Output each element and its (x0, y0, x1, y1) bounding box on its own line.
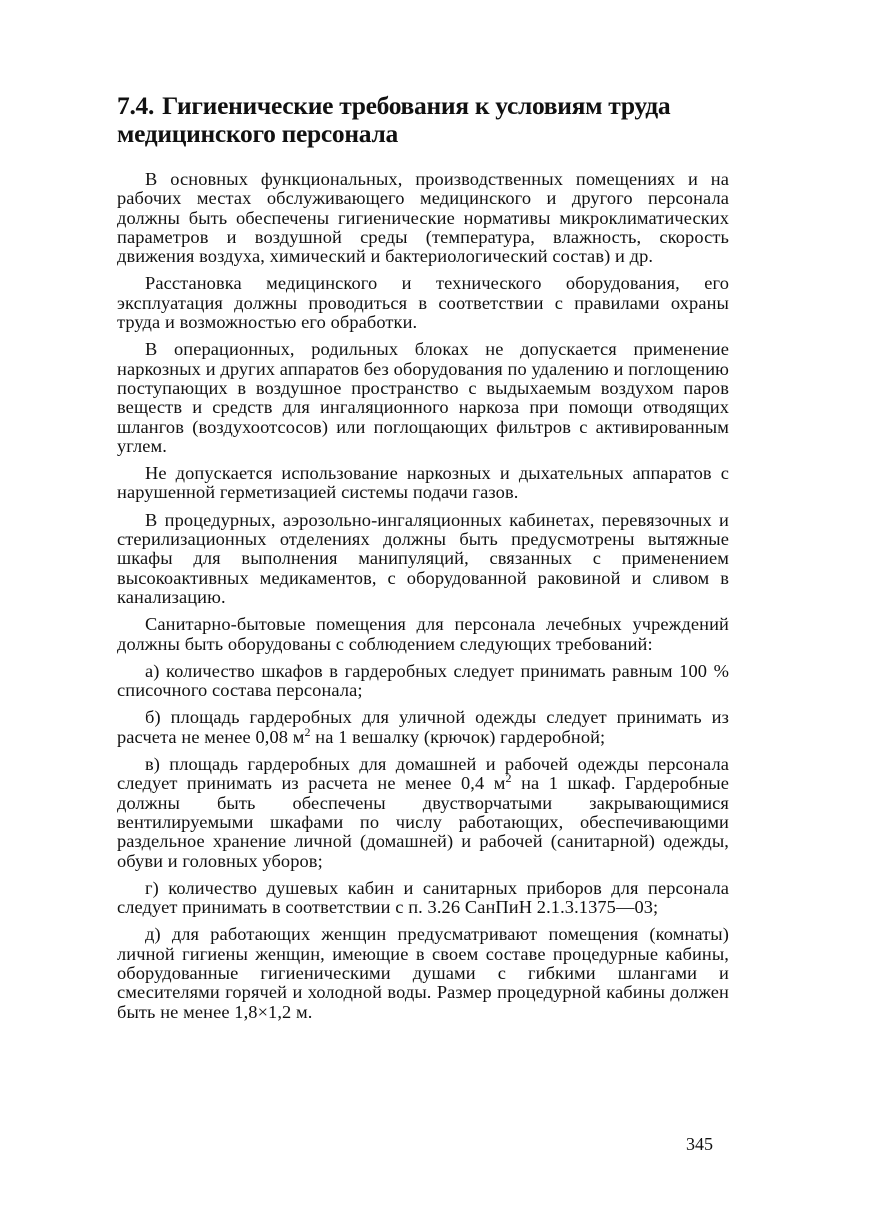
paragraph-equipment: Расстановка медицинского и технического оборудования, его эксплуатация должны проводиться в соответствии с правилами охраны труда и возможностью его обработки. (117, 273, 729, 333)
paragraph-procedure-rooms: В процедурных, аэрозольно-ингаляционных кабинетах, перевязочных и стерилизационных отделениях должны быть предусмотрены вытяжные шкафы для выполнения манипуляций, связанных с применением высокоактивных медикаментов, с оборудованной раковиной и сливом в канализацию. (117, 509, 729, 607)
paragraph-operating-rooms: В операционных, родильных блоках не допускается применение наркозных и других аппаратов без оборудования по удалению и поглощению поступающих в воздушное пространство с выдыхаемым воздухом паров веществ и средств для ингаляционного наркоза при помощи отводящих шлангов (воздухоотсосов) или поглощающих фильтров с активированным углем. (117, 339, 729, 456)
list-item-d: д) для работающих женщин предусматривают помещения (комнаты) личной гигиены женщин, имеющие в своем составе процедурные кабины, оборудованные гигиеническими душами с гибкими шлангами и смесителями горячей и холодной воды. Размер процедурной кабины должен быть не менее 1,8×1,2 м. (117, 924, 729, 1022)
section-number: 7.4. (117, 91, 155, 120)
page-content (117, 92, 729, 1030)
paragraph-sanitary-rooms: Санитарно-бытовые помещения для персонала лечебных учреждений должны быть оборудованы с соблюдением следующих требований: (117, 614, 729, 654)
section-title: Гигиенические требования к условиям труда медицинского персонала (117, 91, 671, 148)
list-item-g: г) количество душевых кабин и санитарных приборов для персонала следует принимать в соответствии с п. 3.26 СанПиН 2.1.3.1375—03; (117, 877, 729, 918)
paragraph-microclimate: В основных функциональных, производственных помещениях и на рабочих местах обслуживающего медицинского и другого персонала должны быть обеспечены гигиенические нормативы микроклиматических параметров и воздушной среды (температура, влажность, скорость движения воздуха, химический и бактериологический состав) и др. (117, 169, 729, 267)
page-number: 345 (686, 1134, 713, 1154)
list-item-v: в) площадь гардеробных для домашней и рабочей одежды персонала следует принимать из расчета не менее 0,4 $м^2$ на 1 шкаф. Гардеробные должны быть обеспечены двустворчатыми закрывающимися вентилируемыми шкафами по числу работающих, обеспечивающими раздельное хранение личной (домашней) и рабочей (санитарной) одежды, обуви и головных уборов; (117, 754, 729, 871)
list-item-b: б) площадь гардеробных для уличной одежды следует принимать из расчета не менее 0,08 $м^2$ на 1 вешалку (крючок) гардеробной; (117, 707, 729, 747)
paragraph-anesthesia-devices: Не допускается использование наркозных и дыхательных аппаратов с нарушенной герметизацией системы подачи газов. (117, 463, 729, 503)
section-heading (117, 92, 729, 148)
list-item-a: а) количество шкафов в гардеробных следует принимать равным 100 % списочного состава персонала; (117, 660, 729, 701)
